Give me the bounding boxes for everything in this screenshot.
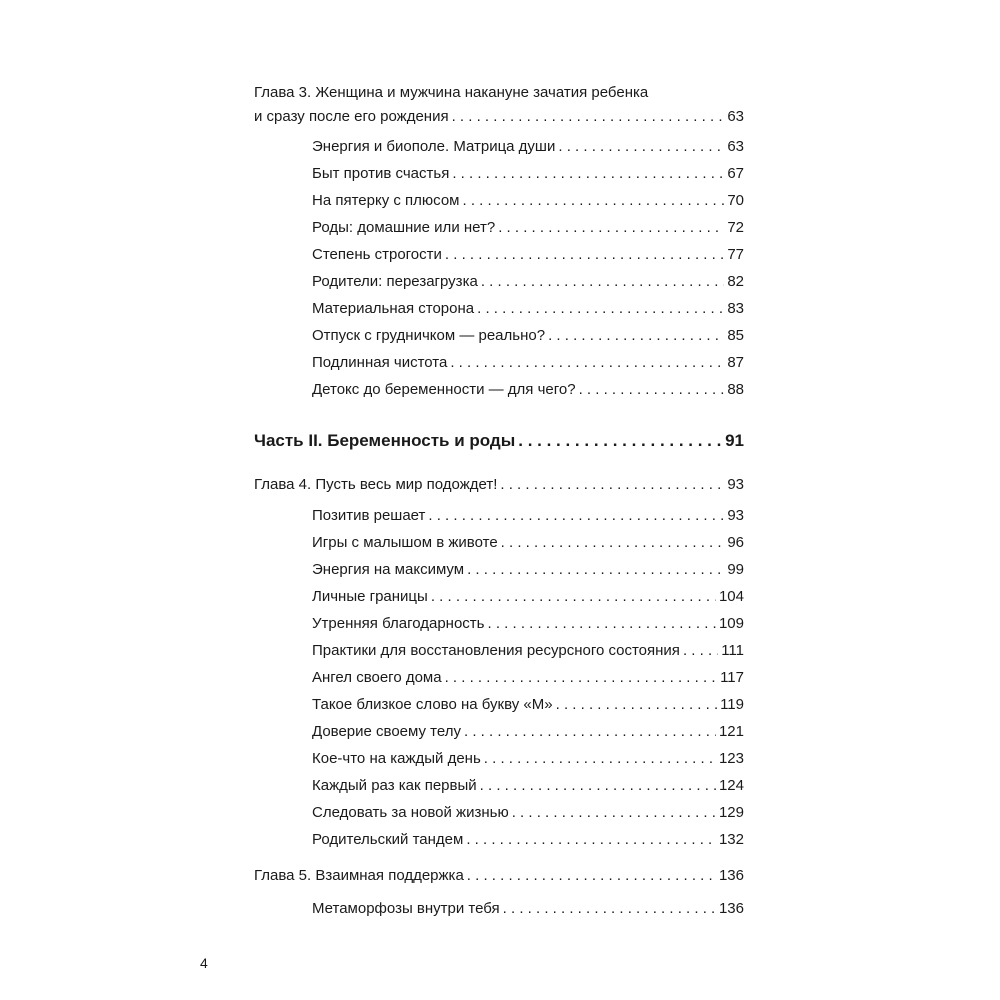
toc-item	[312, 750, 744, 768]
toc-item	[312, 900, 744, 918]
toc-item-page: 124	[718, 777, 744, 794]
leader-dots	[487, 615, 715, 633]
part-2-entry	[254, 432, 744, 450]
leader-dots	[463, 192, 725, 210]
toc-item	[312, 300, 744, 318]
toc-item-label: Энергия и биополе. Матрица души	[312, 138, 556, 155]
toc-item-label: Кое-что на каждый день	[312, 750, 481, 767]
toc-item-label: Утренняя благодарность	[312, 615, 485, 632]
leader-dots	[683, 642, 718, 660]
toc-item	[312, 246, 744, 264]
toc-item	[312, 192, 744, 210]
toc-item	[312, 561, 744, 579]
toc-item-label: Личные границы	[312, 588, 428, 605]
toc-item-page: 87	[727, 354, 744, 371]
chapter-3-title-line1: Глава 3. Женщина и мужчина накануне зачатия ребенка	[254, 84, 649, 101]
leader-dots	[484, 750, 716, 768]
toc-item-page: 104	[718, 588, 744, 605]
toc-item-page: 72	[727, 219, 744, 236]
toc-item-label: Энергия на максимум	[312, 561, 465, 578]
leader-dots	[464, 723, 716, 741]
toc-item-page: 123	[718, 750, 744, 767]
toc-item	[312, 723, 744, 741]
toc-item-label: Детокс до беременности — для чего?	[312, 381, 576, 398]
leader-dots	[467, 561, 724, 579]
leader-dots	[518, 432, 722, 450]
page-number: 4	[200, 955, 208, 971]
toc-item-page: 117	[720, 669, 744, 686]
toc-item-label: Игры с малышом в животе	[312, 534, 498, 551]
toc-item-label: Следовать за новой жизнью	[312, 804, 509, 821]
toc-item-page: 67	[727, 165, 744, 182]
toc-item	[312, 165, 744, 183]
leader-dots	[428, 507, 724, 525]
toc-item-page: 88	[727, 381, 744, 398]
leader-dots	[481, 273, 725, 291]
toc-item-label: Позитив решает	[312, 507, 426, 524]
chapter-4-page: 93	[727, 476, 744, 493]
toc-item	[312, 669, 744, 687]
toc-item-label: Родительский тандем	[312, 831, 464, 848]
chapter-3-title-line2: и сразу после его рождения	[254, 108, 449, 125]
leader-dots	[579, 381, 725, 399]
toc-item	[312, 534, 744, 552]
toc-item-label: Степень строгости	[312, 246, 442, 263]
part-2-title: Часть II. Беременность и роды	[254, 431, 516, 450]
chapter-4-entry	[254, 476, 744, 494]
toc-item-label: Метаморфозы внутри тебя	[312, 900, 500, 917]
toc-item	[312, 507, 744, 525]
toc-item-page: 83	[727, 300, 744, 317]
toc-item-page: 121	[718, 723, 744, 740]
toc-item-page: 132	[718, 831, 744, 848]
leader-dots	[558, 138, 724, 156]
chapter-5-page: 136	[718, 867, 744, 884]
leader-dots	[477, 300, 724, 318]
toc-item-label: Материальная сторона	[312, 300, 475, 317]
leader-dots	[450, 354, 724, 372]
toc-item-page: 63	[727, 138, 744, 155]
chapter-5-entry	[254, 867, 744, 885]
toc-item-page: 109	[718, 615, 744, 632]
chapter-3-entry	[254, 108, 744, 126]
leader-dots	[452, 165, 724, 183]
toc-item	[312, 804, 744, 822]
toc-item	[312, 354, 744, 372]
toc-item-page: 119	[720, 696, 744, 713]
toc-item	[312, 219, 744, 237]
toc-item-label: Подлинная чистота	[312, 354, 448, 371]
leader-dots	[431, 588, 716, 606]
toc-item-page: 99	[727, 561, 744, 578]
leader-dots	[466, 831, 716, 849]
toc-item-page: 136	[718, 900, 744, 917]
toc-item	[312, 588, 744, 606]
leader-dots	[452, 108, 725, 126]
leader-dots	[548, 327, 724, 345]
toc-item	[312, 273, 744, 291]
leader-dots	[500, 476, 724, 494]
toc-item-page: 85	[727, 327, 744, 344]
leader-dots	[503, 900, 716, 918]
toc-item-page: 82	[727, 273, 744, 290]
leader-dots	[467, 867, 716, 885]
leader-dots	[480, 777, 716, 795]
toc-item	[312, 138, 744, 156]
leader-dots	[556, 696, 717, 714]
chapter-4-title: Глава 4. Пусть весь мир подождет!	[254, 476, 498, 493]
toc-item-page: 70	[727, 192, 744, 209]
toc-item-label: На пятерку с плюсом	[312, 192, 460, 209]
toc-item	[312, 381, 744, 399]
toc-item	[312, 642, 744, 660]
toc-item-page: 96	[727, 534, 744, 551]
leader-dots	[498, 219, 724, 237]
toc-item	[312, 777, 744, 795]
toc-item	[312, 615, 744, 633]
leader-dots	[445, 246, 724, 264]
chapter-3-page: 63	[727, 108, 744, 125]
leader-dots	[512, 804, 716, 822]
toc-item-page: 93	[727, 507, 744, 524]
toc-item-label: Роды: домашние или нет?	[312, 219, 496, 236]
leader-dots	[445, 669, 717, 687]
toc-item-label: Такое близкое слово на букву «М»	[312, 696, 553, 713]
chapter-5-title: Глава 5. Взаимная поддержка	[254, 867, 464, 884]
toc-item-page: 129	[718, 804, 744, 821]
toc-item-label: Практики для восстановления ресурсного состояния	[312, 642, 680, 659]
toc-item	[312, 696, 744, 714]
toc-item-label: Быт против счастья	[312, 165, 450, 182]
toc-item	[312, 327, 744, 345]
toc-item-label: Ангел своего дома	[312, 669, 442, 686]
toc-item-label: Отпуск с грудничком — реально?	[312, 327, 546, 344]
toc-item-label: Доверие своему телу	[312, 723, 461, 740]
toc-item-label: Родители: перезагрузка	[312, 273, 478, 290]
toc-item-label: Каждый раз как первый	[312, 777, 477, 794]
toc-item	[312, 831, 744, 849]
leader-dots	[501, 534, 725, 552]
part-2-page: 91	[725, 431, 744, 450]
toc-item-page: 77	[727, 246, 744, 263]
toc-item-page: 111	[721, 642, 744, 659]
